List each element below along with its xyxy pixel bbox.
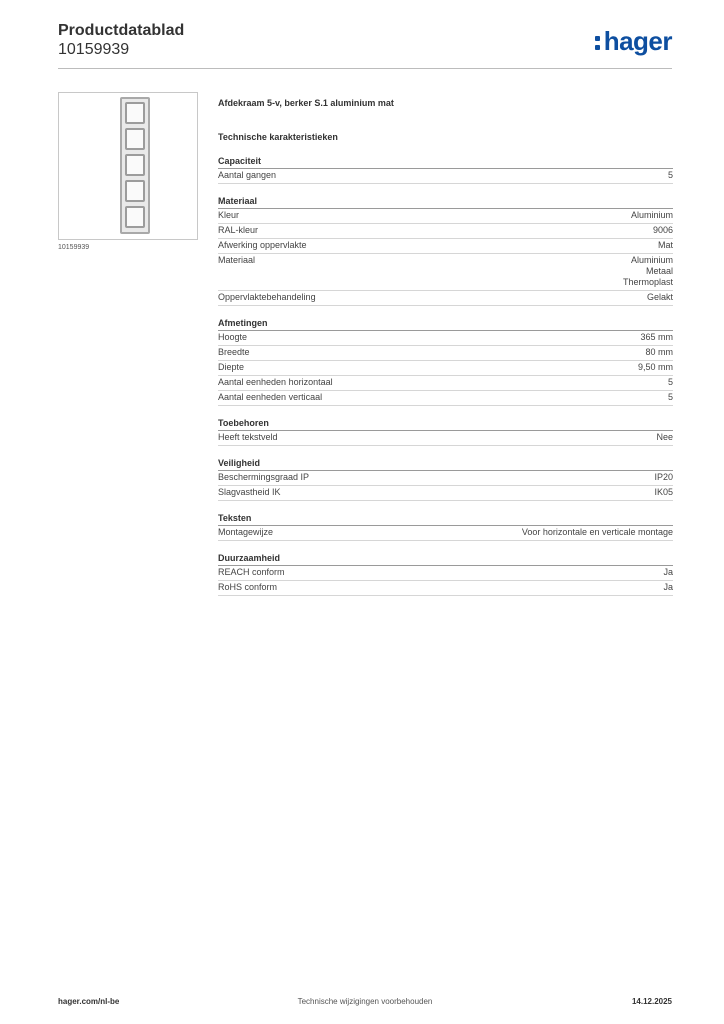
spec-value bbox=[640, 332, 673, 343]
spec-section bbox=[218, 552, 673, 596]
spec-value bbox=[654, 487, 673, 498]
section-title: Veiligheid bbox=[218, 457, 673, 471]
spec-value bbox=[631, 210, 673, 221]
spec-value bbox=[645, 347, 673, 358]
spec-value-line: Aluminium bbox=[630, 255, 673, 265]
document-header bbox=[58, 22, 184, 60]
logo-text: hager bbox=[603, 26, 672, 56]
section-title: Toebehoren bbox=[218, 417, 673, 431]
spec-row bbox=[218, 346, 673, 361]
spec-row bbox=[218, 566, 673, 581]
spec-label: Kleur bbox=[218, 210, 240, 220]
spec-section bbox=[218, 457, 673, 501]
spec-row bbox=[218, 486, 673, 501]
footer-disclaimer: Technische wijzigingen voorbehouden bbox=[297, 997, 433, 1006]
frame-cell bbox=[125, 180, 145, 202]
spec-value-line: Ja bbox=[663, 567, 673, 577]
spec-row bbox=[218, 254, 673, 291]
document-number: 10159939 bbox=[58, 41, 130, 58]
spec-label: REACH conform bbox=[218, 567, 285, 577]
spec-value bbox=[623, 255, 673, 288]
spec-row bbox=[218, 209, 673, 224]
spec-value bbox=[658, 240, 673, 251]
spec-value-line: Voor horizontale en verticale montage bbox=[521, 527, 673, 537]
spec-value bbox=[653, 225, 673, 236]
spec-value bbox=[656, 432, 673, 443]
frame-cell bbox=[125, 154, 145, 176]
footer-website: hager.com/nl-be bbox=[58, 997, 120, 1006]
spec-value-line: 5 bbox=[667, 377, 673, 387]
spec-row bbox=[218, 331, 673, 346]
spec-section bbox=[218, 512, 673, 541]
spec-value-line: Nee bbox=[656, 432, 673, 442]
section-title: Capaciteit bbox=[218, 155, 673, 169]
spec-label: Aantal eenheden horizontaal bbox=[218, 377, 333, 387]
spec-value bbox=[654, 472, 673, 483]
frame-cell bbox=[125, 206, 145, 228]
spec-value bbox=[647, 292, 673, 303]
spec-value bbox=[638, 362, 673, 373]
spec-label: Afwerking oppervlakte bbox=[218, 240, 307, 250]
spec-row bbox=[218, 169, 673, 184]
spec-value-line: 9,50 mm bbox=[637, 362, 673, 372]
spec-row bbox=[218, 391, 673, 406]
image-caption: 10159939 bbox=[58, 244, 90, 251]
spec-label: Aantal gangen bbox=[218, 170, 277, 180]
logo-dots-icon bbox=[595, 34, 601, 52]
spec-value-line: 80 mm bbox=[645, 347, 673, 357]
header-divider bbox=[58, 68, 672, 69]
spec-row bbox=[218, 291, 673, 306]
spec-label: Montagewijze bbox=[218, 527, 274, 537]
spec-value-line: Metaal bbox=[645, 266, 673, 276]
spec-row bbox=[218, 376, 673, 391]
spec-label: Hoogte bbox=[218, 332, 248, 342]
spec-value-line: Mat bbox=[657, 240, 673, 250]
cover-frame-icon bbox=[120, 97, 150, 234]
spec-row bbox=[218, 239, 673, 254]
spec-section bbox=[218, 417, 673, 446]
spec-value-line: Aluminium bbox=[630, 210, 673, 220]
spec-row bbox=[218, 581, 673, 596]
spec-row bbox=[218, 526, 673, 541]
section-title: Teksten bbox=[218, 512, 673, 526]
frame-cell bbox=[125, 128, 145, 150]
spec-section bbox=[218, 317, 673, 406]
product-title: Afdekraam 5-v, berker S.1 aluminium mat bbox=[218, 98, 394, 108]
spec-label: Diepte bbox=[218, 362, 245, 372]
spec-label: Oppervlaktebehandeling bbox=[218, 292, 316, 302]
spec-sections bbox=[218, 155, 673, 596]
spec-value bbox=[668, 170, 673, 181]
spec-section bbox=[218, 195, 673, 306]
spec-value bbox=[663, 567, 673, 578]
spec-row bbox=[218, 471, 673, 486]
spec-label: Slagvastheid IK bbox=[218, 487, 281, 497]
section-title: Materiaal bbox=[218, 195, 673, 209]
frame-cell bbox=[125, 102, 145, 124]
spec-value-line: Gelakt bbox=[646, 292, 673, 302]
spec-value bbox=[522, 527, 673, 538]
spec-value-line: 5 bbox=[667, 170, 673, 180]
tech-characteristics-title: Technische karakteristieken bbox=[218, 132, 338, 142]
spec-label: Materiaal bbox=[218, 255, 256, 265]
spec-value-line: 365 mm bbox=[640, 332, 673, 342]
spec-value bbox=[663, 582, 673, 593]
spec-value-line: Ja bbox=[663, 582, 673, 592]
spec-value bbox=[668, 392, 673, 403]
spec-value-line: IK05 bbox=[654, 487, 673, 497]
footer-date: 14.12.2025 bbox=[631, 997, 672, 1006]
spec-row bbox=[218, 361, 673, 376]
hager-logo bbox=[595, 26, 672, 56]
spec-content bbox=[218, 96, 673, 596]
section-title: Duurzaamheid bbox=[218, 552, 673, 566]
section-title: Afmetingen bbox=[218, 317, 673, 331]
spec-section bbox=[218, 155, 673, 184]
spec-label: Aantal eenheden verticaal bbox=[218, 392, 323, 402]
spec-label: RoHS conform bbox=[218, 582, 278, 592]
spec-value-line: 9006 bbox=[652, 225, 673, 235]
product-image bbox=[58, 92, 198, 240]
document-title: Productdatablad bbox=[58, 22, 185, 39]
spec-row bbox=[218, 431, 673, 446]
spec-value-line: Thermoplast bbox=[622, 277, 673, 287]
spec-label: RAL-kleur bbox=[218, 225, 259, 235]
spec-value-line: IP20 bbox=[654, 472, 673, 482]
spec-label: Beschermingsgraad IP bbox=[218, 472, 310, 482]
spec-label: Breedte bbox=[218, 347, 250, 357]
spec-row bbox=[218, 224, 673, 239]
spec-value-line: 5 bbox=[667, 392, 673, 402]
spec-label: Heeft tekstveld bbox=[218, 432, 278, 442]
spec-value bbox=[668, 377, 673, 388]
